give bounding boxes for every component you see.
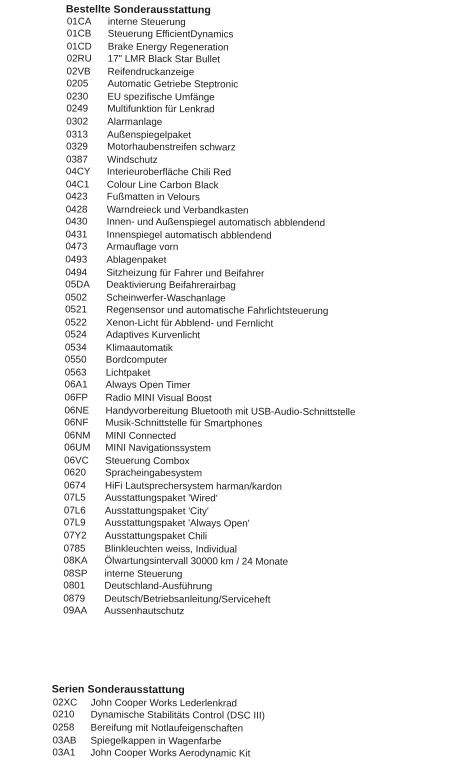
option-description: HiFi Lautsprechersystem harman/kardon	[105, 480, 282, 494]
option-code: 02RU	[67, 54, 92, 67]
option-code: 0563	[65, 367, 87, 380]
option-code: 0522	[65, 317, 87, 330]
option-description: Colour Line Carbon Black	[107, 179, 219, 192]
option-description: Multifunktion für Lenkrad	[107, 104, 214, 117]
option-code: 09AA	[63, 606, 87, 619]
option-code: 0430	[66, 217, 88, 230]
option-code: 0801	[63, 581, 85, 594]
option-description: Spracheingabesystem	[105, 468, 202, 481]
option-code: 08SP	[63, 568, 87, 581]
option-description: Automatic Getriebe Steptronic	[107, 79, 238, 92]
option-code: 0387	[66, 154, 88, 167]
option-description: Ausstattungspaket 'Wired'	[105, 493, 218, 506]
option-description: Ausstattungspaket Chili	[105, 531, 207, 544]
option-description: Bordcomputer	[106, 355, 168, 368]
option-code: 06NM	[64, 430, 90, 443]
option-description: Reifendruckanzeige	[108, 66, 195, 79]
option-code: 0550	[65, 355, 87, 368]
option-code: 0534	[65, 342, 87, 355]
option-description: Lichtpaket	[106, 368, 151, 381]
option-code: 07L5	[64, 493, 86, 506]
option-description: Armauflage vorn	[106, 242, 178, 255]
option-description: Ablagenpaket	[106, 255, 166, 268]
option-description: John Cooper Works Aerodynamic Kit	[90, 748, 250, 762]
option-code: 0313	[66, 129, 88, 142]
option-description: John Cooper Works Lederlenkrad	[91, 697, 237, 711]
option-description: Fußmatten in Velours	[107, 192, 200, 205]
option-code: 0210	[53, 710, 75, 723]
option-code: 06NE	[64, 405, 89, 418]
option-description: Musik-Schnittstelle für Smartphones	[105, 418, 262, 432]
option-code: 04C1	[66, 179, 89, 192]
option-description: MINI Connected	[105, 430, 176, 443]
option-code: 0494	[65, 267, 87, 280]
option-code: 06VC	[64, 455, 89, 468]
option-description: Blinkleuchten weiss, Individual	[105, 543, 237, 556]
option-description: Deutschland-Ausführung	[104, 581, 212, 594]
option-description: Aussenhautschutz	[104, 606, 184, 619]
option-code: 02XC	[53, 697, 78, 710]
option-description: Scheinwerfer-Waschanlage	[106, 292, 226, 305]
option-description: Deutsch/Betriebsanleitung/Serviceheft	[104, 593, 270, 607]
option-code: 01CB	[67, 29, 92, 42]
option-code: 0249	[66, 104, 88, 117]
option-code: 0423	[66, 192, 88, 205]
option-description: Dynamische Stabilitäts Control (DSC III)	[91, 710, 265, 724]
option-code: 06FP	[65, 392, 88, 405]
option-description: Warndreieck und Verbandkasten	[107, 204, 249, 217]
option-description: Radio MINI Visual Boost	[106, 393, 212, 406]
option-description: interne Steuerung	[104, 568, 182, 581]
section-title-ordered: Bestellte Sonderausstattung	[66, 3, 211, 16]
option-code: 07L6	[64, 505, 86, 518]
option-code: 01CA	[67, 16, 92, 29]
option-description: Steuerung EfficientDynamics	[108, 29, 234, 42]
option-description: Innen- und Außenspiegel automatisch abblendend	[107, 217, 325, 231]
option-description: Adaptives Kurvenlicht	[106, 330, 200, 343]
option-description: MINI Navigationssystem	[105, 443, 211, 456]
option-code: 03AB	[52, 735, 76, 748]
option-code: 0428	[66, 204, 88, 217]
option-code: 03A1	[52, 748, 75, 761]
option-description: Ausstattungspaket 'City'	[105, 506, 209, 519]
option-code: 0502	[65, 292, 87, 305]
option-code: 0674	[64, 480, 86, 493]
option-description: Alarmanlage	[107, 117, 162, 130]
section-title-series: Serien Sonderausstattung	[52, 683, 185, 696]
option-description: Motorhaubenstreifen schwarz	[107, 142, 236, 155]
option-description: Brake Energy Regeneration	[108, 41, 229, 54]
option-description: Spiegelkappen in Wagenfarbe	[90, 735, 221, 749]
option-code: 06NF	[64, 417, 88, 430]
option-description: Windschutz	[107, 154, 158, 167]
option-description: Handyvorbereitung Bluetooth mit USB-Audio-Schnittstelle	[105, 405, 355, 419]
ordered-equipment-list	[63, 16, 67, 618]
option-code: 0431	[66, 229, 88, 242]
option-code: 01CD	[67, 41, 92, 54]
option-code: 0620	[64, 468, 86, 481]
option-code: 04CY	[66, 167, 91, 180]
option-code: 0493	[65, 254, 87, 267]
option-code: 0258	[53, 722, 75, 735]
option-code: 05DA	[65, 279, 90, 292]
option-description: Regensensor und automatische Fahrlichtsteuerung	[106, 305, 328, 319]
option-code: 08KA	[64, 556, 88, 569]
option-code: 02VB	[67, 66, 91, 79]
option-description: Interieuroberfläche Chili Red	[107, 167, 231, 180]
option-description: Ausstattungspaket 'Always Open'	[105, 518, 250, 531]
option-description: EU spezifische Umfänge	[107, 92, 214, 105]
option-description: Always Open Timer	[106, 380, 191, 393]
option-code: 0785	[64, 543, 86, 556]
option-code: 0473	[65, 242, 87, 255]
option-description: Sitzheizung für Fahrer und Beifahrer	[106, 267, 264, 281]
option-description: Bereifung mit Notlaufeigenschaften	[91, 722, 244, 736]
option-code: 0521	[65, 305, 87, 318]
option-code: 0230	[66, 91, 88, 104]
option-description: Xenon-Licht für Abblend- und Fernlicht	[106, 317, 273, 331]
option-description: Außenspiegelpaket	[107, 129, 191, 142]
option-code: 0879	[63, 593, 85, 606]
option-description: 17" LMR Black Star Bullet	[108, 54, 220, 67]
option-code: 06A1	[65, 380, 88, 393]
option-code: 0302	[66, 116, 88, 129]
option-code: 0329	[66, 141, 88, 154]
option-code: 07L9	[64, 518, 86, 531]
option-code: 0524	[65, 330, 87, 343]
option-code: 06UM	[64, 443, 90, 456]
option-description: interne Steuerung	[108, 16, 186, 29]
option-description: Ölwartungsintervall 30000 km / 24 Monate	[105, 556, 289, 570]
option-description: Steuerung Combox	[105, 455, 189, 468]
option-description: Deaktivierung Beifahrerairbag	[106, 280, 236, 293]
option-description: Klimaautomatik	[106, 342, 173, 355]
option-description: Innenspiegel automatisch abblendend	[107, 230, 272, 244]
option-code: 0205	[66, 79, 88, 92]
option-code: 07Y2	[64, 530, 87, 543]
